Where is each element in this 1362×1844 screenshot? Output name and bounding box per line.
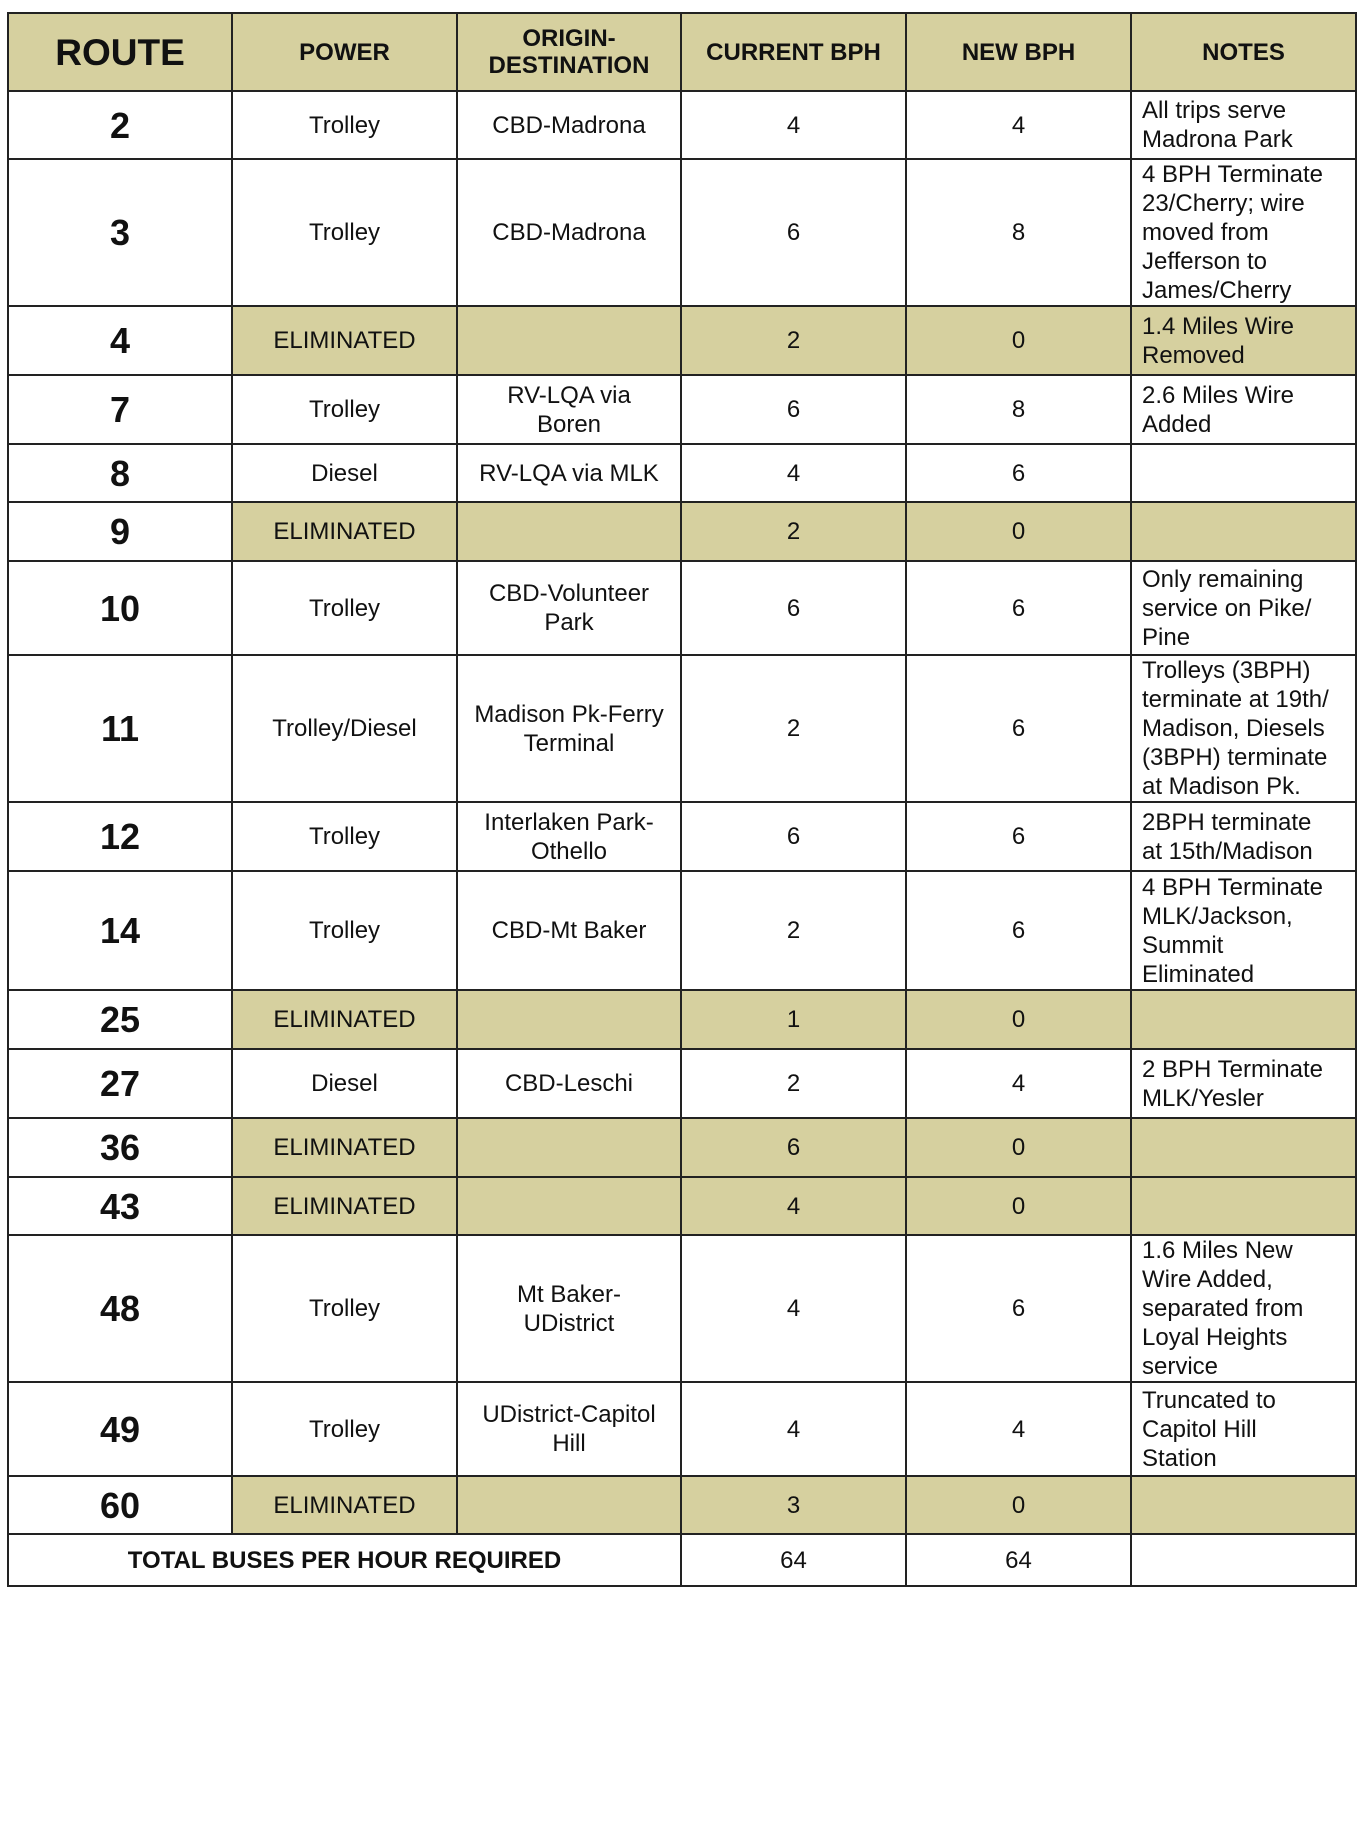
table-row	[8, 1177, 1356, 1235]
new-bph-cell: 4	[906, 91, 1131, 159]
new-bph-cell: 8	[906, 159, 1131, 306]
new-bph-cell: 4	[906, 1049, 1131, 1118]
power-cell: Trolley	[232, 1235, 457, 1382]
origin-destination-cell: RV-LQA via MLK	[457, 444, 681, 502]
new-bph-cell: 6	[906, 1235, 1131, 1382]
route-cell: 12	[8, 802, 232, 871]
notes-cell	[1131, 990, 1356, 1049]
total-notes-cell	[1131, 1534, 1356, 1586]
notes-cell	[1131, 1118, 1356, 1177]
power-cell: ELIMINATED	[232, 502, 457, 561]
new-bph-cell: 0	[906, 990, 1131, 1049]
new-bph-cell: 0	[906, 502, 1131, 561]
route-cell: 48	[8, 1235, 232, 1382]
current-bph-cell: 4	[681, 1235, 906, 1382]
new-bph-cell: 4	[906, 1382, 1131, 1476]
notes-cell: 2 BPH Terminate MLK/Yesler	[1131, 1049, 1356, 1118]
new-bph-cell: 6	[906, 444, 1131, 502]
origin-destination-cell	[457, 1177, 681, 1235]
notes-cell	[1131, 1476, 1356, 1534]
power-cell: ELIMINATED	[232, 1476, 457, 1534]
new-bph-cell: 6	[906, 802, 1131, 871]
notes-cell	[1131, 444, 1356, 502]
table-row	[8, 990, 1356, 1049]
route-cell: 14	[8, 871, 232, 990]
header-new-bph: NEW BPH	[906, 13, 1131, 91]
current-bph-cell: 4	[681, 1382, 906, 1476]
power-cell: Trolley	[232, 159, 457, 306]
new-bph-cell: 6	[906, 561, 1131, 655]
power-cell: ELIMINATED	[232, 306, 457, 375]
route-cell: 27	[8, 1049, 232, 1118]
route-cell: 2	[8, 91, 232, 159]
origin-destination-cell	[457, 1118, 681, 1177]
notes-cell: 4 BPH Terminate MLK/Jackson, Summit Eliminated	[1131, 871, 1356, 990]
table-row	[8, 1382, 1356, 1476]
new-bph-cell: 0	[906, 1476, 1131, 1534]
origin-destination-cell: RV-LQA via Boren	[457, 375, 681, 444]
route-cell: 49	[8, 1382, 232, 1476]
notes-cell: 2.6 Miles Wire Added	[1131, 375, 1356, 444]
notes-cell	[1131, 1177, 1356, 1235]
new-bph-cell: 0	[906, 1118, 1131, 1177]
table-row	[8, 871, 1356, 990]
table-row	[8, 1118, 1356, 1177]
current-bph-cell: 6	[681, 1118, 906, 1177]
origin-destination-cell: Mt Baker- UDistrict	[457, 1235, 681, 1382]
current-bph-cell: 4	[681, 1177, 906, 1235]
power-cell: ELIMINATED	[232, 1177, 457, 1235]
power-cell: Diesel	[232, 444, 457, 502]
table-row	[8, 561, 1356, 655]
origin-destination-cell	[457, 306, 681, 375]
origin-destination-cell: CBD-Leschi	[457, 1049, 681, 1118]
notes-cell: Trolleys (3BPH) terminate at 19th/ Madison, Diesels (3BPH) terminate at Madison Pk.	[1131, 655, 1356, 802]
header-origin-destination: ORIGIN- DESTINATION	[457, 13, 681, 91]
total-new-bph: 64	[906, 1534, 1131, 1586]
current-bph-cell: 3	[681, 1476, 906, 1534]
header-current-bph: CURRENT BPH	[681, 13, 906, 91]
new-bph-cell: 0	[906, 1177, 1131, 1235]
notes-cell: 1.4 Miles Wire Removed	[1131, 306, 1356, 375]
route-cell: 8	[8, 444, 232, 502]
route-cell: 36	[8, 1118, 232, 1177]
table-body	[8, 91, 1356, 1534]
route-cell: 43	[8, 1177, 232, 1235]
route-table	[7, 12, 1357, 1587]
total-current-bph: 64	[681, 1534, 906, 1586]
origin-destination-cell: Interlaken Park- Othello	[457, 802, 681, 871]
table-row	[8, 91, 1356, 159]
table-row	[8, 1049, 1356, 1118]
header-route: ROUTE	[8, 13, 232, 91]
origin-destination-cell	[457, 1476, 681, 1534]
current-bph-cell: 4	[681, 91, 906, 159]
power-cell: Trolley	[232, 91, 457, 159]
route-cell: 7	[8, 375, 232, 444]
header-power: POWER	[232, 13, 457, 91]
notes-cell: Only remaining service on Pike/ Pine	[1131, 561, 1356, 655]
table-row	[8, 802, 1356, 871]
route-cell: 3	[8, 159, 232, 306]
current-bph-cell: 2	[681, 502, 906, 561]
notes-cell: 1.6 Miles New Wire Added, separated from Loyal Heights service	[1131, 1235, 1356, 1382]
current-bph-cell: 6	[681, 802, 906, 871]
route-cell: 11	[8, 655, 232, 802]
power-cell: Diesel	[232, 1049, 457, 1118]
current-bph-cell: 2	[681, 871, 906, 990]
power-cell: Trolley	[232, 871, 457, 990]
notes-cell: 2BPH terminate at 15th/Madison	[1131, 802, 1356, 871]
current-bph-cell: 6	[681, 159, 906, 306]
origin-destination-cell: Madison Pk-Ferry Terminal	[457, 655, 681, 802]
table-row	[8, 375, 1356, 444]
power-cell: Trolley	[232, 802, 457, 871]
current-bph-cell: 1	[681, 990, 906, 1049]
power-cell: ELIMINATED	[232, 1118, 457, 1177]
table-row	[8, 1476, 1356, 1534]
new-bph-cell: 8	[906, 375, 1131, 444]
current-bph-cell: 2	[681, 306, 906, 375]
power-cell: Trolley/Diesel	[232, 655, 457, 802]
header-row	[8, 13, 1356, 91]
current-bph-cell: 4	[681, 444, 906, 502]
current-bph-cell: 2	[681, 655, 906, 802]
origin-destination-cell: UDistrict-Capitol Hill	[457, 1382, 681, 1476]
total-label: TOTAL BUSES PER HOUR REQUIRED	[8, 1534, 681, 1586]
route-cell: 60	[8, 1476, 232, 1534]
route-cell: 25	[8, 990, 232, 1049]
notes-cell: 4 BPH Terminate 23/Cherry; wire moved from Jefferson to James/Cherry	[1131, 159, 1356, 306]
table-row	[8, 655, 1356, 802]
table-row	[8, 306, 1356, 375]
current-bph-cell: 6	[681, 561, 906, 655]
power-cell: Trolley	[232, 375, 457, 444]
origin-destination-cell: CBD-Madrona	[457, 91, 681, 159]
origin-destination-cell	[457, 990, 681, 1049]
table-row	[8, 1235, 1356, 1382]
origin-destination-cell	[457, 502, 681, 561]
notes-cell	[1131, 502, 1356, 561]
new-bph-cell: 0	[906, 306, 1131, 375]
origin-destination-cell: CBD-Madrona	[457, 159, 681, 306]
power-cell: ELIMINATED	[232, 990, 457, 1049]
table-row	[8, 502, 1356, 561]
origin-destination-cell: CBD-Mt Baker	[457, 871, 681, 990]
new-bph-cell: 6	[906, 655, 1131, 802]
total-row	[8, 1534, 1356, 1586]
power-cell: Trolley	[232, 561, 457, 655]
current-bph-cell: 6	[681, 375, 906, 444]
table-row	[8, 444, 1356, 502]
route-cell: 4	[8, 306, 232, 375]
route-cell: 10	[8, 561, 232, 655]
table-row	[8, 159, 1356, 306]
power-cell: Trolley	[232, 1382, 457, 1476]
header-notes: NOTES	[1131, 13, 1356, 91]
new-bph-cell: 6	[906, 871, 1131, 990]
current-bph-cell: 2	[681, 1049, 906, 1118]
notes-cell: All trips serve Madrona Park	[1131, 91, 1356, 159]
notes-cell: Truncated to Capitol Hill Station	[1131, 1382, 1356, 1476]
origin-destination-cell: CBD-Volunteer Park	[457, 561, 681, 655]
route-cell: 9	[8, 502, 232, 561]
